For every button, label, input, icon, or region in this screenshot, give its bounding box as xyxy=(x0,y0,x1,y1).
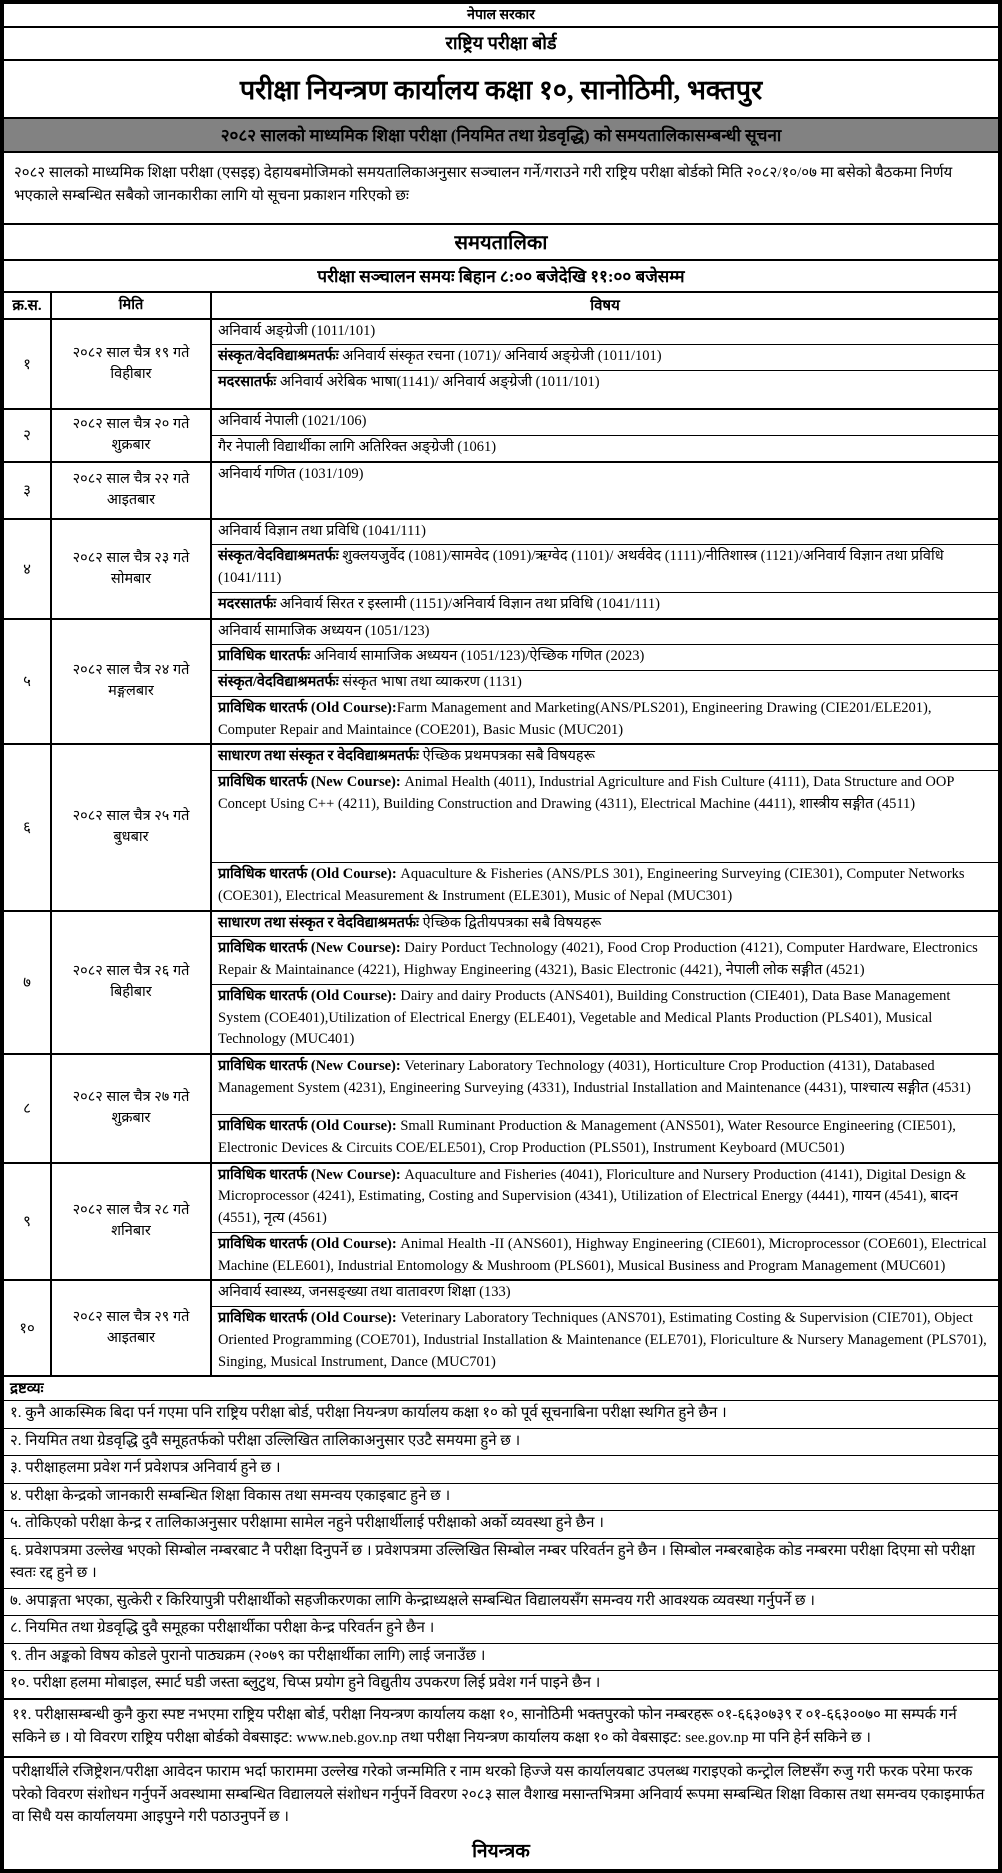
subject-stream-prefix: प्राविधिक धारतर्फ (New Course): xyxy=(218,1166,401,1183)
row-serial: १ xyxy=(4,320,52,409)
subject-line xyxy=(212,984,998,1053)
subject-text: Aquaculture and Fisheries (4041), Floriculture and Nursery Production (4141), Digital Design & Microprocessor (4241), Estimating, Costing and Supervision (4341), Utilization of Electrical Energy (4441), गायन (4541), बादन (4551), नृत्य (4561) xyxy=(218,1166,967,1227)
subject-stream-prefix: प्राविधिक धारतर्फ (Old Course): xyxy=(218,1310,397,1327)
subject-line xyxy=(212,1114,998,1162)
note-item: ४. परीक्षा केन्द्रको जानकारी सम्बन्धित शिक्षा विकास तथा समन्वय एकाइबाट हुने छ । xyxy=(4,1483,998,1511)
row-date-text: २०८२ साल चैत्र २३ गते xyxy=(72,549,190,566)
office-title: परीक्षा नियन्त्रण कार्यालय कक्षा १०, सानोठिमी, भक्तपुर xyxy=(4,59,998,117)
subject-text: शुक्लयजुर्वेद (1081)/सामवेद (1091)/ऋग्वेद (1101)/ अथर्ववेद (1111)/नीतिशास्त्र (1121)/अनिवार्य विज्ञान तथा प्रविधि (1041/111) xyxy=(218,548,944,587)
row-serial: ३ xyxy=(4,463,52,518)
subject-text: ऐच्छिक द्वितीयपत्रका सबै विषयहरू xyxy=(418,914,602,931)
subject-text: Dairy Porduct Technology (4021), Food Crop Production (4121), Computer Hardware, Electronics Repair & Maintainance (4221), Highway Engineering (4321), Basic Electronic (4421), नेपाली लोक सङ्गीत (4521) xyxy=(218,940,978,979)
row-serial: २ xyxy=(4,410,52,461)
subject-stream-prefix: साधारण तथा संस्कृत र वेदविद्याश्रमतर्फः xyxy=(218,748,419,765)
row-day-text: सोमबार xyxy=(110,570,152,587)
subject-line xyxy=(212,370,998,408)
notice-title-bar: २०८२ सालको माध्यमिक शिक्षा परीक्षा (नियमित तथा ग्रेडवृद्धि) को समयतालिकासम्बन्धी सूचना xyxy=(4,117,998,151)
row-day-text: मङ्गलबार xyxy=(108,683,154,700)
subject-stream-prefix: संस्कृत/वेदविद्याश्रमतर्फः xyxy=(218,548,339,565)
government-title: नेपाल सरकार xyxy=(467,8,535,23)
row-serial: ४ xyxy=(4,520,52,618)
row-day-text: विहीबार xyxy=(110,365,152,382)
note-item: ५. तोकिएको परीक्षा केन्द्र र तालिकाअनुसार परीक्षामा सामेल नहुने परीक्षार्थीलाई परीक्षाको अर्को व्यवस्था हुने छैन । xyxy=(4,1510,998,1538)
subject-line xyxy=(212,1232,998,1280)
row-day-text: बिहीबार xyxy=(110,984,152,1001)
note-item: १. कुनै आकस्मिक बिदा पर्न गएमा पनि राष्ट्रिय परीक्षा बोर्ड, परीक्षा नियन्त्रण कार्यालय कक्षा १० को पूर्व सूचनाबिना परीक्षा स्थगित हुने छैन । xyxy=(4,1400,998,1428)
subject-line xyxy=(212,435,998,461)
row-serial: ७ xyxy=(4,912,52,1054)
footer-paragraph: परीक्षार्थीले रजिष्ट्रेशन/परीक्षा आवेदन फाराम भर्दा फाराममा उल्लेख गरेको जन्ममिति र नाम थरको हिज्जे यस कार्यालयबाट उपलब्ध गराइएको कन्ट्रोल लिष्टसँग रुजु गरी फरक परेमा फरक परेको विवरण संशोधन गर्नुपर्ने अवस्थामा सम्बन्धित विद्यालयले संशोधन गर्नुपर्ने विवरण २०८३ साल वैशाख मसान्तभित्रमा अनिवार्य रूपमा सम्बन्धित शिक्षा विकास तथा समन्वय एकाइमार्फत वा सिधै यस कार्यालयमा आइपुग्ने गरी पठाउनुपर्ने छ । xyxy=(4,1756,998,1833)
schedule-row xyxy=(4,1053,998,1162)
row-subjects xyxy=(212,1164,998,1280)
subject-stream-prefix: मदरसातर्फः xyxy=(218,374,277,391)
row-serial: ८ xyxy=(4,1055,52,1162)
row-day-text: आइतबार xyxy=(106,1330,156,1347)
subject-line xyxy=(212,520,998,545)
subject-stream-prefix: प्राविधिक धारतर्फ (Old Course): xyxy=(218,1235,397,1252)
row-date-text: २०८२ साल चैत्र २५ गते xyxy=(72,808,190,825)
row-day-text: शुक्रबार xyxy=(111,437,151,454)
row-day-text: आइतबार xyxy=(106,492,156,509)
row-serial: ६ xyxy=(4,745,52,909)
subject-line xyxy=(212,592,998,618)
subject-line xyxy=(212,745,998,770)
subject-line xyxy=(212,770,998,862)
row-date-text: २०८२ साल चैत्र २७ गते xyxy=(72,1089,190,1106)
subject-line xyxy=(212,912,998,937)
subject-stream-prefix: प्राविधिक धारतर्फ (New Course): xyxy=(218,1058,401,1075)
subject-stream-prefix: संस्कृत/वेदविद्याश्रमतर्फः xyxy=(218,674,339,691)
subject-text: अनिवार्य अङ्ग्रेजी (1011/101) xyxy=(218,322,376,339)
subject-line xyxy=(212,1306,998,1375)
row-subjects xyxy=(212,520,998,618)
schedule-row xyxy=(4,461,998,518)
row-date xyxy=(52,463,212,518)
row-date xyxy=(52,912,212,1054)
subject-text: Farm Management and Marketing(ANS/PLS201), Engineering Drawing (CIE201/ELE201), Computer Repair and Maintaince (COE201), Basic Music (MUC201) xyxy=(218,699,932,738)
schedule-row xyxy=(4,1162,998,1280)
row-date-text: २०८२ साल चैत्र २९ गते xyxy=(72,1309,190,1326)
row-subjects xyxy=(212,320,998,409)
subject-line xyxy=(212,936,998,984)
row-serial: ५ xyxy=(4,620,52,744)
row-date-text: २०८२ साल चैत्र २० गते xyxy=(72,416,190,433)
subject-stream-prefix: प्राविधिक धारतर्फ (Old Course): xyxy=(218,699,397,716)
subject-text: Dairy and dairy Products (ANS401), Building Construction (CIE401), Data Base Management System (COE401),Utilization of Electrical Energy (ELE401), Vegetable and Medical Plants Production (PLS401), Musical Technology (MUC401) xyxy=(218,987,951,1048)
col-header-subject: विषय xyxy=(590,298,620,314)
subject-text: Veterinary Laboratory Techniques (ANS701), Estimating Costing & Supervision (CIE701), Object Oriented Programming (COE701), Industrial Installation & Maintenance (ELE701), Floriculture & Nursery Management (PLS701), Singing, Musical Instrument, Dance (MUC701) xyxy=(218,1310,987,1370)
row-subjects xyxy=(212,745,998,909)
schedule-header-row xyxy=(4,291,998,318)
row-date xyxy=(52,520,212,618)
schedule-title: समयतालिका xyxy=(4,223,998,259)
schedule-time-header: परीक्षा सञ्चालन समयः बिहान ८:०० बजेदेखि ११:०० बजेसम्म xyxy=(4,259,998,291)
subject-text: अनिवार्य सामाजिक अध्ययन (1051/123) xyxy=(218,622,430,639)
subject-line xyxy=(212,344,998,370)
row-subjects xyxy=(212,912,998,1054)
subject-stream-prefix: प्राविधिक धारतर्फ (Old Course): xyxy=(218,1118,397,1135)
subject-stream-prefix: संस्कृत/वेदविद्याश्रमतर्फः xyxy=(218,348,339,365)
subject-text: अनिवार्य स्वास्थ्य, जनसङ्ख्या तथा वातावरण शिक्षा (133) xyxy=(218,1284,511,1301)
row-subjects xyxy=(212,1281,998,1375)
subject-text: Small Ruminant Production & Management (ANS501), Water Resource Engineering (CIE501), Electronic Devices & Circuits COE/ELE501), Crop Production (PLS501), Instrument Keyboard (MUC501) xyxy=(218,1118,956,1156)
row-serial: ९ xyxy=(4,1164,52,1280)
intro-paragraph: २०८२ सालको माध्यमिक शिक्षा परीक्षा (एसइइ) देहायबमोजिमको समयतालिकाअनुसार सञ्चालन गर्ने/गराउने गरी राष्ट्रिय परीक्षा बोर्डको मिति २०८२/१०/०७ मा बसेको बैठकमा निर्णय भएकाले सम्बन्धित सबैको जानकारीका लागि यो सूचना प्रकाशन गरिएको छः xyxy=(4,151,998,223)
schedule-row xyxy=(4,743,998,909)
schedule-row xyxy=(4,618,998,744)
subject-text: गैर नेपाली विद्यार्थीका लागि अतिरिक्त अङ्ग्रेजी (1061) xyxy=(218,438,497,455)
subject-stream-prefix: प्राविधिक धारतर्फ (Old Course): xyxy=(218,866,397,883)
col-header-sn: क्र.स. xyxy=(4,293,52,318)
subject-line xyxy=(212,1164,998,1232)
subject-line xyxy=(212,410,998,435)
row-date-text: २०८२ साल चैत्र १९ गते xyxy=(72,344,190,361)
subject-stream-prefix: प्राविधिक धारतर्फ (New Course): xyxy=(218,940,401,957)
subject-text: संस्कृत भाषा तथा व्याकरण (1131) xyxy=(338,674,522,691)
subject-line xyxy=(212,320,998,345)
subject-stream-prefix: प्राविधिक धारतर्फ (New Course): xyxy=(218,774,401,791)
subject-stream-prefix: मदरसातर्फः xyxy=(218,595,277,612)
row-day-text: बुधबार xyxy=(113,829,149,846)
row-serial: १० xyxy=(4,1281,52,1375)
row-date xyxy=(52,745,212,909)
subject-text: अनिवार्य संस्कृत रचना (1071)/ अनिवार्य अङ्ग्रेजी (1011/101) xyxy=(338,348,662,365)
notes-list xyxy=(4,1400,998,1698)
subject-stream-prefix: प्राविधिक धारतर्फ (Old Course): xyxy=(218,987,397,1004)
schedule-row xyxy=(4,1279,998,1375)
row-day-text: शनिबार xyxy=(111,1223,151,1240)
col-header-date: मिति xyxy=(52,293,212,318)
subject-text: अनिवार्य सामाजिक अध्ययन (1051/123)/ऐच्छिक गणित (2023) xyxy=(310,648,645,665)
subject-line xyxy=(212,644,998,670)
subject-text: ऐच्छिक प्रथमपत्रका सबै विषयहरू xyxy=(418,748,595,765)
row-date-text: २०८२ साल चैत्र २२ गते xyxy=(72,471,190,487)
schedule-row xyxy=(4,318,998,409)
subject-line xyxy=(212,463,998,518)
row-subjects xyxy=(212,410,998,461)
schedule-row xyxy=(4,910,998,1054)
row-date-text: २०८२ साल चैत्र २४ गते xyxy=(72,662,190,679)
subject-stream-prefix: साधारण तथा संस्कृत र वेदविद्याश्रमतर्फः xyxy=(218,914,419,931)
subject-stream-prefix: प्राविधिक धारतर्फः xyxy=(218,648,311,665)
subject-text: अनिवार्य अरेबिक भाषा(1141)/ अनिवार्य अङ्ग्रेजी (1011/101) xyxy=(276,374,600,391)
row-date xyxy=(52,1055,212,1162)
row-day-text: शुक्रबार xyxy=(111,1110,151,1127)
contact-note: ११. परीक्षासम्बन्धी कुनै कुरा स्पष्ट नभएमा राष्ट्रिय परीक्षा बोर्ड, परीक्षा नियन्त्रण कार्यालय कक्षा १०, सानोठिमी भक्तपुरको फोन नम्बरहरू ०१-६६३०७३९ र ०१-६६३००७० मा सम्पर्क गर्न सकिने छ । यो विवरण राष्ट्रिय परीक्षा बोर्डको वेबसाइट: www.neb.gov.np तथा परीक्षा नियन्त्रण कार्यालय कक्षा १० को वेबसाइट: see.gov.np मा पनि हेर्न सकिने छ । xyxy=(4,1698,998,1757)
schedule-body xyxy=(4,318,998,1376)
row-subjects xyxy=(212,463,998,518)
row-date-text: २०८२ साल चैत्र २८ गते xyxy=(72,1202,190,1219)
row-date xyxy=(52,1281,212,1375)
subject-text: Animal Health (4011), Industrial Agriculture and Fish Culture (4111), Data Structure and OOP Concept Using C++ (4211), Building Construction and Drawing (4311), Electrical Machine (4411), शास्त्रीय सङ्गीत (4511) xyxy=(218,774,954,812)
note-item: ३. परीक्षाहलमा प्रवेश गर्न प्रवेशपत्र अनिवार्य हुने छ । xyxy=(4,1455,998,1483)
board-title: राष्ट्रिय परीक्षा बोर्ड xyxy=(4,26,998,59)
schedule-row xyxy=(4,408,998,461)
note-item: ७. अपाङ्गता भएका, सुत्केरी र किरियापुत्री परीक्षार्थीको सहजीकरणका लागि केन्द्राध्यक्षले सम्बन्धित विद्यालयसँग समन्वय गरी आवश्यक व्यवस्था गर्नुपर्ने छ । xyxy=(4,1588,998,1616)
subject-text: अनिवार्य नेपाली (1021/106) xyxy=(218,413,367,430)
row-date xyxy=(52,320,212,409)
note-item: ८. नियमित तथा ग्रेडवृद्धि दुवै समूहका परीक्षार्थीका परीक्षा केन्द्र परिवर्तन हुने छैन । xyxy=(4,1615,998,1643)
subject-line xyxy=(212,1281,998,1306)
row-date xyxy=(52,620,212,744)
note-item: ६. प्रवेशपत्रमा उल्लेख भएको सिम्बोल नम्बरबाट नै परीक्षा दिनुपर्ने छ । प्रवेशपत्रमा उल्लिखित सिम्बोल नम्बर परिवर्तन हुने छैन । सिम्बोल नम्बरबाहेक कोड नम्बरमा परीक्षा दिएमा सो परीक्षा स्वतः रद्द हुने छ । xyxy=(4,1538,998,1588)
subject-line xyxy=(212,862,998,910)
schedule-row xyxy=(4,518,998,618)
subject-line xyxy=(212,670,998,696)
subject-text: Veterinary Laboratory Technology (4031), Horticulture Crop Production (4131), Databased Management System (4231), Engineering Surveying (4331), Industrial Installation and Maintenance (4431), पाश्चात्य सङ्गीत (4531) xyxy=(218,1058,971,1096)
row-date xyxy=(52,1164,212,1280)
subject-text: Animal Health -II (ANS601), Highway Engineering (CIE601), Microprocessor (COE601), Electrical Machine (ELE601), Industrial Entomology & Mushroom (PLS601), Musical Business and Program Management (MUC601) xyxy=(218,1235,987,1274)
notes-heading: द्रष्टव्यः xyxy=(4,1375,998,1400)
row-date-text: २०८२ साल चैत्र २६ गते xyxy=(72,963,190,980)
subject-text: अनिवार्य सिरत र इस्लामी (1151)/अनिवार्य विज्ञान तथा प्रविधि (1041/111) xyxy=(276,595,660,612)
row-subjects xyxy=(212,1055,998,1162)
subject-line xyxy=(212,1055,998,1114)
note-item: २. नियमित तथा ग्रेडवृद्धि दुवै समूहतर्फको परीक्षा उल्लिखित तालिकाअनुसार एउटै समयमा हुने छ । xyxy=(4,1428,998,1456)
note-item: १०. परीक्षा हलमा मोबाइल, स्मार्ट घडी जस्ता ब्लुटुथ, चिप्स प्रयोग हुने विद्युतीय उपकरण लिई प्रवेश गर्न पाइने छैन । xyxy=(4,1670,998,1698)
controller-signature: नियन्त्रक xyxy=(472,1840,530,1862)
subject-line xyxy=(212,620,998,645)
subject-text: Aquaculture & Fisheries (ANS/PLS 301), Engineering Surveying (CIE301), Computer Networks (COE301), Electrical Measurement & Instrument (ELE301), Music of Nepal (MUC301) xyxy=(218,866,965,904)
subject-line xyxy=(212,696,998,744)
row-subjects xyxy=(212,620,998,744)
subject-line xyxy=(212,544,998,592)
subject-text: अनिवार्य गणित (1031/109) xyxy=(218,465,364,482)
note-item: ९. तीन अङ्कको विषय कोडले पुरानो पाठ्यक्रम (२०७९ का परीक्षार्थीका लागि) लाई जनाउँछ । xyxy=(4,1643,998,1671)
subject-text: अनिवार्य विज्ञान तथा प्रविधि (1041/111) xyxy=(218,522,426,539)
row-date xyxy=(52,410,212,461)
